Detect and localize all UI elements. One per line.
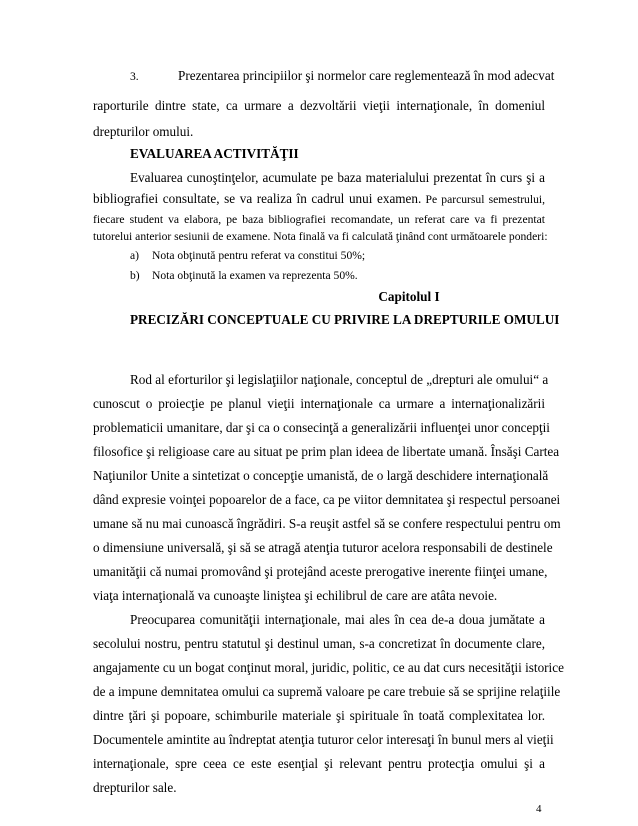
evaluation-line2-a: bibliografiei consultate, se va realiza în cadrul unui examen. — [93, 191, 422, 206]
para2-line: Documentele amintite au îndreptat atenţia tuturor celor interesaţi în bunul mers al vieţii — [93, 732, 554, 747]
para1-line: Naţiunilor Unite a sintetizat o concepţie umanistă, de o largă deschidere internaţională — [93, 468, 549, 483]
weight-item-b — [130, 268, 545, 284]
evaluation-line1: Evaluarea cunoştinţelor, acumulate pe baza materialului prezentat în curs şi a — [130, 170, 545, 185]
para2-line: angajamente cu un bogat conţinut moral, juridic, politic, ce au dat curs necesităţii istorice — [93, 660, 564, 675]
para1-line: umane să nu mai cunoască îngrădiri. S-a reuşit astfel să se confere respectului pentru om — [93, 516, 561, 531]
para1-line: o dimensiune universală, şi să se atragă atenţia tuturor acelora responsabili de destinele — [93, 540, 553, 555]
para1-line: Rod al eforturilor şi legislaţiilor naţionale, conceptul de „drepturi ale omului“ a — [130, 372, 549, 387]
para1-line: umanităţii că numai promovând şi protejând aceste prerogative inerente fiinţei umane, — [93, 564, 548, 579]
item3-number: 3. — [130, 70, 139, 83]
page-number: 4 — [536, 803, 542, 815]
para1-line: filosofice şi religioase care au situat pe prim plan ideea de libertate umană. Însăşi Cartea — [93, 444, 560, 459]
chapter-label: Capitolul I — [378, 289, 440, 304]
evaluation-line4: tutorelui anterior sesiunii de examene. Nota finală va fi calculată ţinând cont următoarele ponderi: — [93, 230, 548, 243]
evaluation-line2 — [93, 191, 545, 208]
para2-line: drepturilor sale. — [93, 780, 177, 795]
chapter-title: PRECIZĂRI CONCEPTUALE CU PRIVIRE LA DREPTURILE OMULUI — [130, 312, 560, 327]
weight-item-b-label: b) — [130, 269, 140, 282]
para2-line: dintre ţări şi popoare, schimburile materiale şi spirituale în toată complexitatea lor. — [93, 708, 545, 723]
evaluation-heading: EVALUAREA ACTIVITĂŢII — [130, 146, 299, 161]
para2-line: Preocuparea comunităţii internaţionale, mai ales în cea de-a doua jumătate a — [130, 612, 545, 627]
evaluation-line2-b: Pe parcursul semestrului, — [421, 193, 545, 206]
para1-line: problematicii umanitare, dar şi ca o consecinţă a generalizării influenţei unor concepţii — [93, 420, 550, 435]
para2-line: secolului nostru, pentru statutul şi destinul uman, s-a concretizat în documente clare, — [93, 636, 545, 651]
para1-line: dând expresie voinţei popoarelor de a face, ca pe viitor demnitatea şi respectul persoanei — [93, 492, 561, 507]
item3-line1 — [130, 68, 555, 85]
item3-line3: drepturilor omului. — [93, 124, 194, 139]
para2-line: internaţionale, spre ceea ce este esenţial şi relevant pentru protecţia omului şi a — [93, 756, 545, 771]
weight-item-a — [130, 248, 545, 264]
weight-item-a-label: a) — [130, 249, 140, 262]
weight-item-b-text: Nota obţinută la examen va reprezenta 50%. — [152, 269, 358, 282]
weight-item-a-text: Nota obţinută pentru referat va constitui 50%; — [152, 249, 366, 262]
para1-line: viaţa internaţională va cunoaşte liniştea şi echilibrul de care are atâta nevoie. — [93, 588, 498, 603]
item3-text: Prezentarea principiilor şi normelor care reglementează în mod adecvat — [178, 68, 555, 83]
para2-line: de a impune demnitatea omului ca supremă valoare pe care trebuie să se sprijine relaţiile — [93, 684, 561, 699]
evaluation-line3: fiecare student va elabora, pe baza bibliografiei recomandate, un referat care va fi prezentat — [93, 213, 545, 226]
item3-line2: raporturile dintre state, ca urmare a dezvoltării vieţii internaţionale, în domeniul — [93, 98, 545, 113]
para1-line: cunoscut o proiecţie pe planul vieţii internaţionale ca urmare a internaţionalizării — [93, 396, 545, 411]
